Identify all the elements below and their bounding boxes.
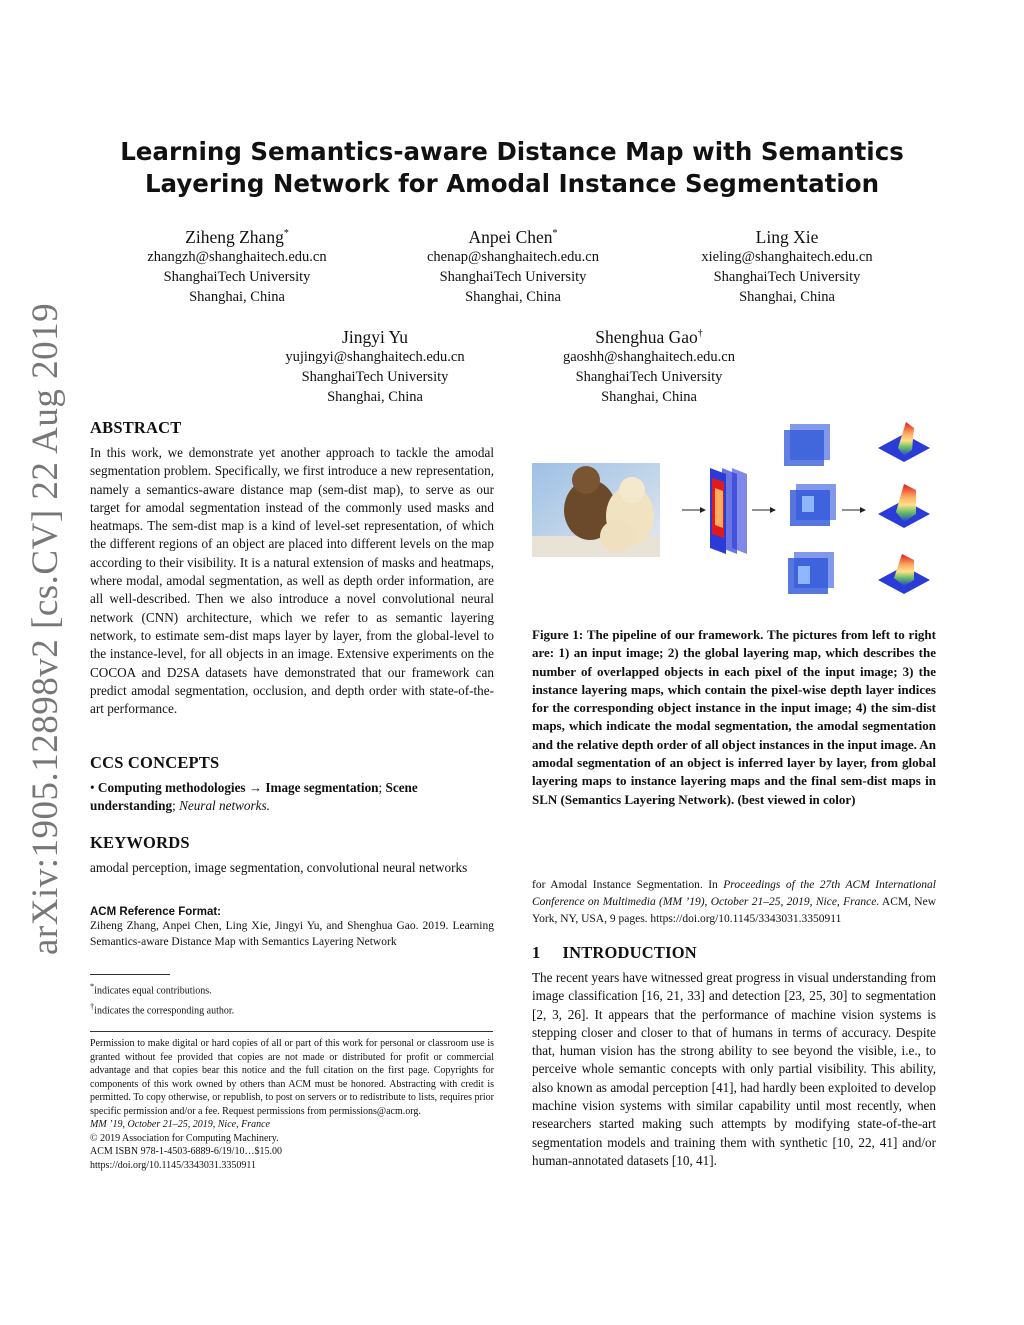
footnote (90, 1000, 494, 1018)
permission-text: Permission to make digital or hard copies of all or part of this work for personal or classroom use is granted without fee provided that copies are not made or distributed for profit or commercial advantage and that copies bear this notice and the full citation on the first page. Copyrights for components of this work owned by others than ACM must be honored. Abstracting with credit is permitted. To copy otherwise, or republish, to post on servers or to redistribute to lists, requires prior specific permission and/or a fee. Request permissions from permissions@acm.org. (90, 1038, 494, 1117)
permission-copyright: © 2019 Association for Computing Machinery. (90, 1132, 279, 1144)
author-name: Ling Xie (755, 226, 819, 247)
footnote-mark: * (90, 982, 95, 991)
intro-text: The recent years have witnessed great progress in visual understanding from image classification [16, 21, 33] and detection [23, 25, 30] to segmentation [2, 3, 26]. It appears that the performance of machine vision systems is stepping closer and closer to that of humans in terms of accuracy. Despite that, human vision has the strong ability to see beyond the visible, i.e., to perceive whole semantic concepts with only partial visibility. This ability, also known as amodal perception [41], had hardly been exploited to develop machine vision systems with similar capability until most recently, when researchers started making such attempts by modifying state-of-the-art segmentation models and training them with synthetic [10, 22, 41] and/or human-annotated datasets [10, 41]. (532, 970, 936, 1168)
author-name: Ziheng Zhang (185, 226, 284, 247)
abstract-heading: ABSTRACT (90, 418, 182, 437)
ccs-text (90, 779, 494, 816)
author-affiliation: ShanghaiTech University (163, 268, 311, 285)
keywords-text: amodal perception, image segmentation, convolutional neural networks (90, 860, 468, 875)
figure-caption: Figure 1: The pipeline of our framework. The pictures from left to right are: 1) an input image; 2) the global layering map, which describes the number of overlapped objects in each pixel of the input image; 3) the instance layering maps, which contain the pixel-wise depth layer indices for the corresponding object instance in the input image; 4) the sim-dist maps, which indicate the modal segmentation, the amodal segmentation and the relative depth order of all object instances in the input image. An amodal segmentation of an object is inferred layer by layer, from global layering maps to instance layering maps and the final sem-dist maps in SLN (Semantics Layering Network). (best viewed in color) (532, 627, 936, 807)
author-block (250, 322, 500, 407)
sem-dist-maps (878, 422, 930, 594)
ccs-separator: ; (172, 798, 176, 814)
footnotes (90, 980, 494, 1018)
author-mark: † (697, 328, 703, 339)
ccs-item: Neural networks. (179, 798, 270, 814)
footnote (90, 980, 494, 998)
permission-block (90, 1037, 494, 1172)
permission-doi[interactable]: https://doi.org/10.1145/3343031.3350911 (90, 1159, 257, 1171)
introduction-section (532, 943, 936, 1170)
abstract-text: In this work, we demonstrate yet another approach to tackle the amodal segmentation problem. Specifically, we first introduce a new representation, namely a semantics-aware distance map (sem-dist map), to serve as our target for amodal segmentation instead of the commonly used masks and heatmaps. The sem-dist map is a kind of level-set representation, of which the different regions of an object are placed into different levels on the map according to their visibility. It is a natural extension of masks and heatmaps, where modal, amodal segmentation, as well as depth order information, are all well-described. Then we also introduce a novel convolutional neural network (CNN) architecture, which we refer to as semantic layering network, to estimate sem-dist maps layer by layer, from the global-level to the instance-level, for all objects in an image. Extensive experiments on the COCOA and D2SA datasets have demonstrated that our framework can predict amodal segmentation, occlusion, and depth order with state-of-the-art performance. (90, 445, 494, 717)
footnote-text: indicates the corresponding author. (94, 1005, 235, 1017)
acm-ref-cont-doi: ACM, New York, NY, USA, 9 pages. https://doi.org/10.1145/3343031.3350911 (532, 896, 936, 925)
author-mark: * (283, 228, 289, 239)
ccs-item: Image segmentation (265, 780, 379, 795)
acm-ref-heading: ACM Reference Format: (90, 906, 221, 918)
keywords-section (90, 833, 494, 877)
permission-isbn: ACM ISBN 978-1-4503-6889-6/19/10…$15.00 (90, 1146, 282, 1157)
author-mark: * (552, 228, 558, 239)
ccs-arrow: → (248, 780, 263, 795)
ccs-section (90, 753, 494, 816)
global-layering-map (710, 468, 747, 554)
ccs-bullet: • (90, 780, 95, 795)
author-location: Shanghai, China (601, 388, 697, 405)
abstract-section (90, 418, 494, 718)
permission-divider (90, 1031, 493, 1032)
author-location: Shanghai, China (189, 288, 285, 305)
ccs-item: Scene understanding (90, 780, 418, 814)
author-email[interactable]: yujingyi@shanghaitech.edu.cn (285, 348, 465, 365)
author-name: Jingyi Yu (342, 326, 408, 347)
input-photo (532, 463, 660, 557)
instance-layering-maps (784, 424, 836, 594)
author-email[interactable]: xieling@shanghaitech.edu.cn (701, 248, 873, 265)
ccs-item: Computing methodologies (97, 780, 246, 795)
pipeline-figure (532, 418, 936, 610)
arxiv-stamp: arXiv:1905.12898v2 [cs.CV] 22 Aug 2019 (25, 302, 66, 955)
acm-ref-cont-text: for Amodal Instance Segmentation. In (532, 879, 724, 891)
acm-ref-text: Ziheng Zhang, Anpei Chen, Ling Xie, Jingyi Yu, and Shenghua Gao. 2019. Learning Semantics-aware Distance Map with Semantics Layering Network (90, 920, 494, 948)
arrow-icon (860, 507, 866, 513)
paper-title (90, 136, 934, 200)
author-name: Shenghua Gao (595, 326, 698, 347)
author-block (112, 222, 362, 307)
author-name: Anpei Chen (468, 226, 553, 247)
arrow-icon (770, 507, 776, 513)
permission-venue: MM ’19, October 21–25, 2019, Nice, France (90, 1119, 270, 1130)
ccs-heading: CCS CONCEPTS (90, 753, 220, 772)
author-email[interactable]: chenap@shanghaitech.edu.cn (427, 248, 599, 265)
pipeline-diagram (532, 418, 936, 610)
author-affiliation: ShanghaiTech University (575, 368, 723, 385)
author-affiliation: ShanghaiTech University (439, 268, 587, 285)
keywords-heading: KEYWORDS (90, 833, 190, 852)
footnote-divider (90, 974, 170, 975)
acm-reference-continued (532, 877, 936, 928)
ccs-separator: ; (378, 780, 383, 795)
author-affiliation: ShanghaiTech University (713, 268, 861, 285)
author-email[interactable]: gaoshh@shanghaitech.edu.cn (563, 348, 735, 365)
acm-ref-cont-proceedings: Proceedings of the 27th ACM International Conference on Multimedia (MM ’19), October 21–25, 2019, Nice, France. (532, 879, 936, 908)
arrow-icon (700, 507, 706, 513)
author-block (388, 222, 638, 307)
author-block (662, 222, 912, 307)
section-number: 1 (532, 943, 541, 962)
acm-reference (90, 906, 494, 950)
title-line-1: Learning Semantics-aware Distance Map with Semantics (120, 137, 904, 166)
author-location: Shanghai, China (739, 288, 835, 305)
author-location: Shanghai, China (327, 388, 423, 405)
author-block (524, 322, 774, 407)
intro-heading: INTRODUCTION (562, 943, 697, 962)
footnote-mark: † (90, 1001, 95, 1011)
author-email[interactable]: zhangzh@shanghaitech.edu.cn (147, 248, 327, 265)
footnote-text: indicates equal contributions. (94, 985, 212, 997)
title-line-2: Layering Network for Amodal Instance Segmentation (144, 169, 880, 198)
author-location: Shanghai, China (465, 288, 561, 305)
author-affiliation: ShanghaiTech University (301, 368, 449, 385)
